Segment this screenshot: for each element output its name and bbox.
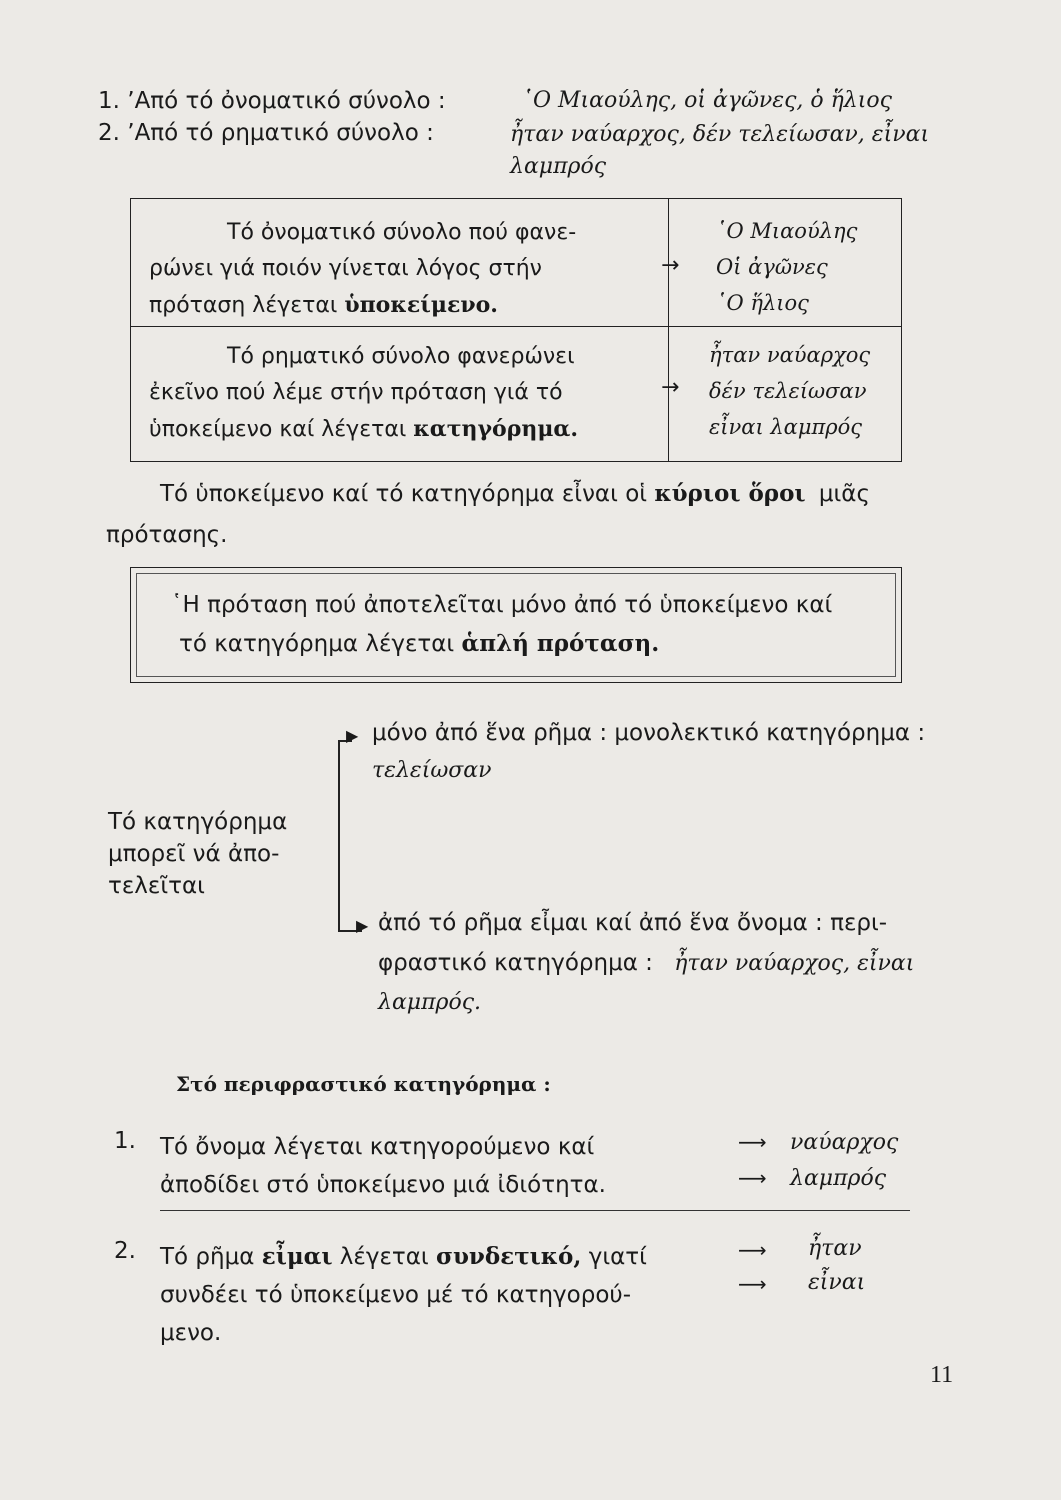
item2-verb: εἶμαι — [261, 1243, 333, 1270]
bracket-bottom-arrowhead: ▶ — [356, 916, 369, 935]
intro-line2-value-a: ἦταν ναύαρχος, δέν τελείωσαν, εἶναι — [510, 122, 930, 147]
item2-line2: συνδέει τό ὑποκείμενο μέ τό κατηγορού- — [160, 1282, 631, 1308]
table-divider-horizontal — [131, 326, 901, 327]
item2-text-b: λέγεται — [332, 1244, 436, 1270]
item2-term: συνδετικό, — [436, 1243, 582, 1270]
intro-line1-value: ῾Ο Μιαούλης, οἱ ἀγῶνες, ὁ ἥλιος — [522, 88, 892, 113]
periphrastic-example-b: λαμπρός. — [378, 990, 482, 1015]
row1-example-3: ῾Ο ἥλιος — [716, 291, 809, 315]
row1-line2: ρώνει γιά ποιόν γίνεται λόγος στήν — [149, 256, 542, 281]
definition-term: ἁπλή πρόταση. — [461, 630, 660, 657]
item2-arrow-1: ⟶ — [738, 1238, 767, 1262]
single-word-predicate-text: μόνο ἀπό ἕνα ρῆμα : μονολεκτικό κατηγόρημα : — [372, 720, 926, 746]
row1-example-1: ῾Ο Μιαούλης — [716, 219, 858, 243]
kyrioi-term: κύριοι ὅροι — [654, 480, 806, 507]
item2-example-1: ἦταν — [808, 1236, 862, 1261]
definition-inner-border — [136, 573, 896, 677]
item1-example-1: ναύαρχος — [790, 1130, 899, 1155]
item2-text-a: Τό ρῆμα — [160, 1244, 262, 1270]
intro-line1-label: 1. ’Από τό ὀνοματικό σύνολο : — [98, 88, 446, 114]
kyrioi-text-b: μιᾶς — [818, 481, 870, 507]
item2-arrow-2: ⟶ — [738, 1272, 767, 1296]
separator-rule — [160, 1210, 910, 1211]
predicate-left-label — [108, 806, 287, 902]
row1-examples — [716, 213, 857, 321]
definition-line2-text: τό κατηγόρημα λέγεται — [179, 631, 462, 657]
periphrastic-example-a: ἦταν ναύαρχος, εἶναι — [674, 951, 915, 976]
periphrastic-label: φραστικό κατηγόρημα : — [378, 950, 653, 976]
row1-line3: πρόταση λέγεται — [149, 293, 345, 318]
simple-sentence-definition-box — [130, 567, 902, 683]
item1-number: 1. — [114, 1128, 136, 1154]
row2-line3: ὑποκείμενο καί λέγεται — [149, 417, 414, 442]
periphrastic-predicate-text: ἀπό τό ρῆμα εἶμαι καί ἀπό ἕνα ὄνομα : περι- — [378, 910, 888, 936]
subject-predicate-table — [130, 198, 902, 462]
item1-example-2: λαμπρός — [790, 1166, 887, 1191]
item1-text — [160, 1128, 606, 1204]
bracket-vertical-line — [338, 740, 340, 932]
item1-line2: ἀποδίδει στό ὑποκείμενο μιά ἰδιότητα. — [160, 1172, 606, 1198]
bracket-top-arrowhead: ▶ — [346, 726, 359, 745]
row2-example-3: εἶναι λαμπρός — [709, 415, 863, 439]
item1-line1: Τό ὄνομα λέγεται κατηγορούμενο καί — [160, 1134, 595, 1160]
definition-line2 — [179, 630, 659, 657]
row2-line1: Τό ρηματικό σύνολο φανερώνει — [227, 344, 575, 369]
row1-line1: Τό ὀνοματικό σύνολο πού φανε- — [227, 220, 577, 245]
row1-definition — [149, 215, 649, 324]
intro-line2-value-b: λαμπρός — [510, 154, 607, 179]
periphrastic-predicate-line2 — [378, 950, 914, 976]
page-number: 11 — [930, 1362, 954, 1388]
row2-example-1: ἦταν ναύαρχος — [709, 343, 871, 367]
item2-line3: μενο. — [160, 1320, 222, 1346]
single-word-predicate-example: τελείωσαν — [372, 758, 492, 783]
item2-text-c: γιατί — [581, 1244, 647, 1270]
kyrioi-text-a: Τό ὑποκείμενο καί τό κατηγόρημα εἶναι οἱ — [160, 481, 648, 507]
row2-example-2: δέν τελείωσαν — [709, 379, 867, 403]
table-divider-vertical — [668, 199, 669, 461]
definition-line1: ῾Η πρόταση πού ἀποτελεῖται μόνο ἀπό τό ὑποκείμενο καί — [171, 592, 833, 618]
left-label-line1: Τό κατηγόρημα — [108, 809, 288, 835]
row1-term: ὑποκείμενο. — [344, 292, 498, 318]
row2-definition — [149, 339, 649, 448]
item2-example-2: εἶναι — [808, 1270, 866, 1295]
intro-line2-label: 2. ’Από τό ρηματικό σύνολο : — [98, 120, 434, 146]
item1-arrow-1: ⟶ — [738, 1130, 767, 1154]
left-label-line2: μπορεῖ νά ἀπο- — [108, 841, 280, 867]
item2-text — [160, 1238, 647, 1352]
item2-number: 2. — [114, 1238, 136, 1264]
row2-examples — [709, 337, 870, 445]
row1-arrow: → — [661, 253, 680, 278]
periphrastic-heading: Στό περιφραστικό κατηγόρημα : — [176, 1072, 551, 1096]
item1-arrow-2: ⟶ — [738, 1166, 767, 1190]
row2-term: κατηγόρημα. — [413, 416, 579, 442]
kyrioi-paragraph-line2: πρότασης. — [106, 522, 228, 548]
row2-arrow: → — [661, 375, 680, 400]
left-label-line3: τελεῖται — [108, 873, 205, 899]
row1-example-2: Οἱ ἀγῶνες — [716, 255, 828, 279]
row2-line2: ἐκεῖνο πού λέμε στήν πρόταση γιά τό — [149, 380, 563, 405]
kyrioi-paragraph-line1 — [160, 480, 870, 507]
